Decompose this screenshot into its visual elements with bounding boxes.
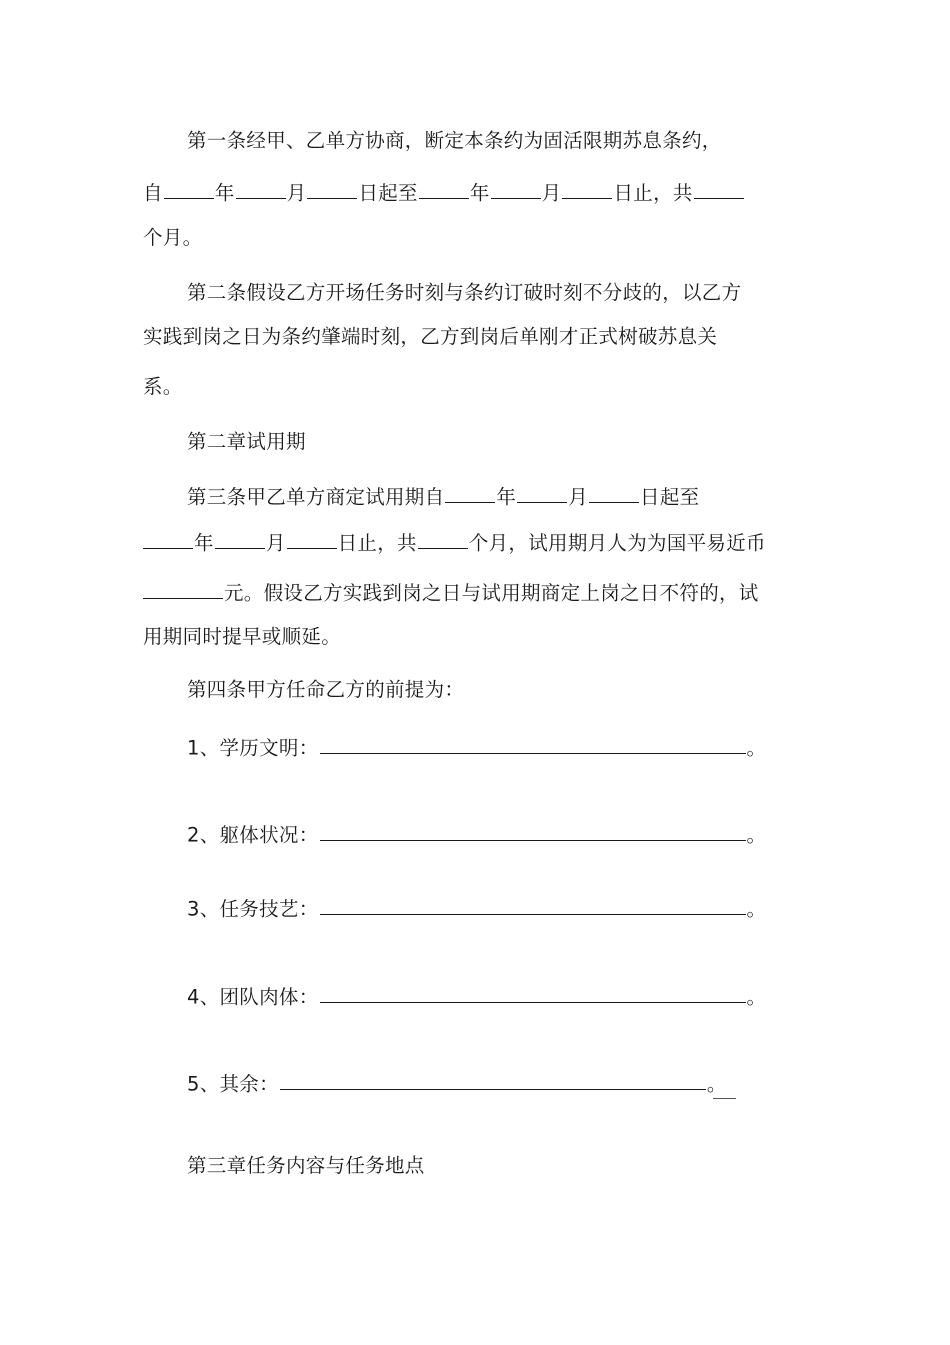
condition-label: 1、学历文明： xyxy=(187,736,319,760)
year-label: 年 xyxy=(194,531,214,555)
article1-line3 xyxy=(143,228,202,248)
condition-label: 5、其余： xyxy=(187,1072,279,1096)
condition-item-1 xyxy=(187,733,766,758)
month-label: 月 xyxy=(286,181,307,205)
condition-item-3 xyxy=(187,894,766,919)
condition-end: 。 xyxy=(746,736,767,760)
article2-line1 xyxy=(187,283,741,303)
chapter2-title xyxy=(187,432,306,452)
article1-text: 第一条经甲、乙单方协商，断定本条约为固活限期苏息条约， xyxy=(187,129,722,152)
month-label: 月 xyxy=(568,485,589,509)
day-from-to-label: 日起至 xyxy=(358,181,418,205)
blank-start-month xyxy=(236,178,286,199)
condition-end: 。 xyxy=(746,897,767,921)
day-from-to-label: 日起至 xyxy=(640,485,700,509)
blank-trial-months xyxy=(418,528,468,549)
day-end-label: 日止，共 xyxy=(337,531,417,555)
condition-item-5 xyxy=(187,1069,727,1094)
condition-label: 4、团队肉体： xyxy=(187,985,319,1009)
month-salary-label: 个月，试用期月人为为国平易近币 xyxy=(468,531,766,555)
condition-end: 。 xyxy=(746,823,767,847)
article1-line2 xyxy=(143,178,745,203)
blank-start-year xyxy=(164,178,214,199)
article2-line3 xyxy=(143,377,183,397)
blank-trial-start-month xyxy=(517,482,567,503)
blank-end-month xyxy=(491,178,541,199)
article3-line2 xyxy=(143,528,766,553)
from-label: 自 xyxy=(143,181,163,205)
month-label: 月 xyxy=(265,531,286,555)
blank-trial-end-year xyxy=(143,528,193,549)
article2-text-1: 第二条假设乙方开场任务时刻与条约订破时刻不分歧的，以乙方 xyxy=(187,281,742,304)
blank-trial-start-day xyxy=(589,482,639,503)
article3-prefix: 第三条甲乙单方商定试用期自 xyxy=(187,485,445,509)
year-label: 年 xyxy=(214,181,235,205)
chapter2-title-text: 第二章试用期 xyxy=(187,430,306,453)
condition-blank xyxy=(320,982,746,1003)
year-label: 年 xyxy=(496,485,517,509)
blank-total-months xyxy=(694,178,744,199)
condition-blank xyxy=(320,733,746,754)
chapter3-title xyxy=(187,1156,425,1176)
condition-label: 2、躯体状况： xyxy=(187,823,319,847)
article4-title xyxy=(187,680,464,700)
month-unit-label: 个月。 xyxy=(143,226,203,249)
condition-blank xyxy=(320,820,746,841)
article3-text-4: 用期同时提早或顺延。 xyxy=(143,625,342,648)
article3-line4 xyxy=(143,627,341,647)
article1-line1 xyxy=(187,131,722,151)
blank-trial-start-year xyxy=(445,482,495,503)
article2-text-2: 实践到岗之日为条约肇端时刻，乙方到岗后单刚才正式树破苏息关 xyxy=(143,325,718,348)
blank-end-year xyxy=(419,178,469,199)
decorative-dash xyxy=(713,1098,736,1099)
article2-text-3: 系。 xyxy=(143,375,183,398)
condition-item-2 xyxy=(187,820,766,845)
condition-item-4 xyxy=(187,982,766,1007)
blank-end-day xyxy=(562,178,612,199)
blank-trial-end-day xyxy=(287,528,337,549)
condition-blank xyxy=(280,1069,706,1090)
blank-trial-end-month xyxy=(215,528,265,549)
condition-end: 。 xyxy=(706,1072,727,1096)
article2-line2 xyxy=(143,327,717,347)
condition-end: 。 xyxy=(746,985,767,1009)
day-end-label: 日止，共 xyxy=(613,181,693,205)
yuan-sentence: 元。假设乙方实践到岗之日与试用期商定上岗之日不符的，试 xyxy=(224,581,759,605)
article3-line3 xyxy=(143,578,759,603)
year-label: 年 xyxy=(469,181,490,205)
month-label: 月 xyxy=(541,181,562,205)
condition-blank xyxy=(320,894,746,915)
blank-trial-salary xyxy=(143,578,223,599)
blank-start-day xyxy=(307,178,357,199)
condition-label: 3、任务技艺： xyxy=(187,897,319,921)
article4-title-text: 第四条甲方任命乙方的前提为： xyxy=(187,678,465,701)
chapter3-title-text: 第三章任务内容与任务地点 xyxy=(187,1154,425,1177)
article3-line1 xyxy=(187,482,699,507)
